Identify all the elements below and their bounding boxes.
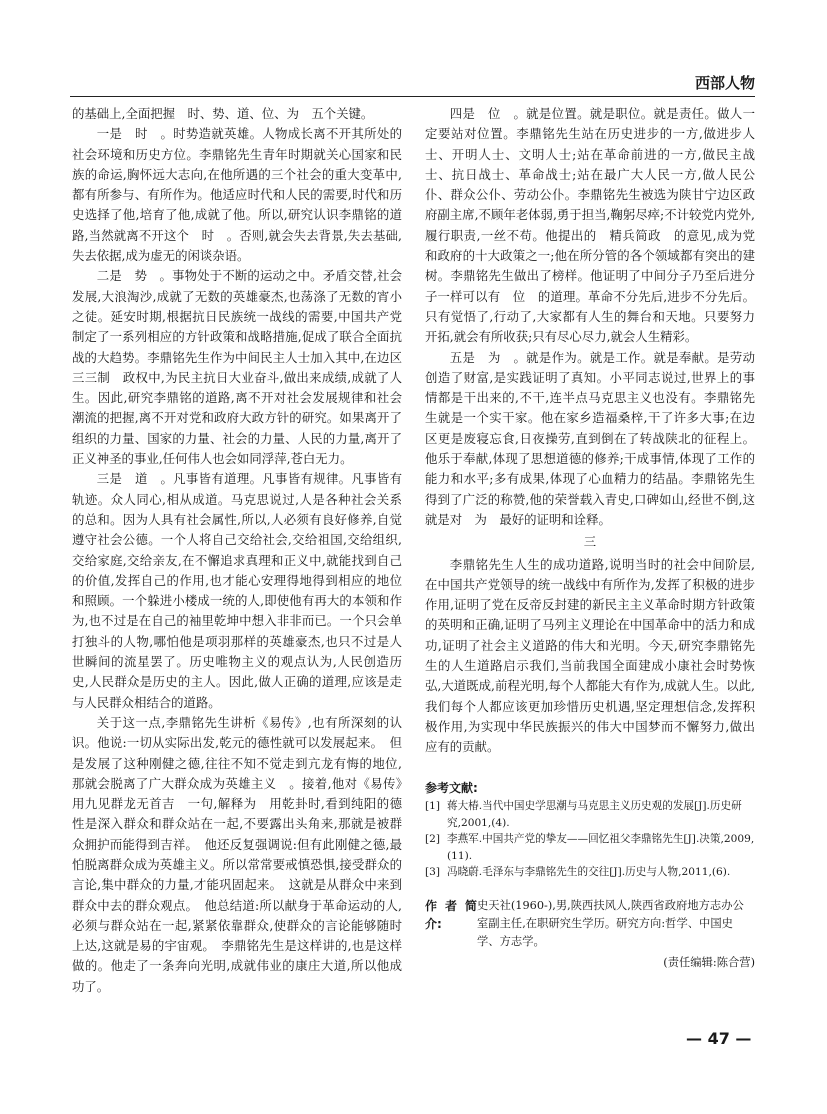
- reference-item: [425, 798, 755, 831]
- author-bio-label: 作者简介:: [425, 898, 477, 931]
- author-bio: [425, 897, 755, 951]
- paragraph: 二是 势 。事物处于不断的运动之中。矛盾交替,社会发展,大浪淘沙,成就了无数的英雄豪杰,也荡涤了无数的宵小之徒。延安时期,根据抗日民族统一战线的需要,中国共产党制定了一系列相应的方针政策和战略措施,促成了联合全面抗战的大趋势。李鼎铭先生作为中间民主人士加入其中,在边区 三三制 政权中,为民主抗日大业奋斗,做出来成绩,成就了人生。因此,研究李鼎铭的道路,离不开对社会发展规律和社会潮流的把握,离不开对党和政府大政方针的研究。如果离开了组织的力量、国家的力量、社会的力量、人民的力量,离开了正义神圣的事业,任何伟人也会如同浮萍,苍白无力。: [72, 268, 415, 467]
- paragraph: 一是 时 。时势造就英雄。人物成长离不开其所处的社会环境和历史方位。李鼎铭先生青年时期就关心国家和民族的命运,胸怀远大志向,在他所遇的三个社会的重大变革中,都有所参与、有所作为。他适应时代和人民的需要,时代和历史选择了他,培育了他,成就了他。所以,研究认识李鼎铭的道路,当然就离不开这个 时 。否则,就会失去背景,失去基础,失去依据,成为虚无的闲谈杂语。: [72, 126, 402, 264]
- paragraph: 李鼎铭先生人生的成功道路,说明当时的社会中间阶层,在中国共产党领导的统一战线中有所作为,发挥了积极的进步作用,证明了党在反帝反封建的新民主主义革命时期方针政策的英明和正确,证明了马列主义理论在中国革命中的活力和成功,证明了社会主义道路的伟大和光明。今天,研究李鼎铭先生的人生道路启示我们,当前我国全面建成小康社会时势恢弘,大道既成,前程光明,每个人都能大有作为,成就人生。以此,我们每个人都应该更加珍惜历史机遇,坚定理想信念,发挥积极作用,为实现中华民族振兴的伟大中国梦而不懈努力,做出应有的贡献。: [425, 556, 755, 755]
- paragraph: 四是 位 。就是位置。就是职位。就是责任。做人一定要站对位置。李鼎铭先生站在历史进步的一方,做进步人士、开明人士、文明人士;站在革命前进的一方,做民主战士、抗日战士、革命战士;站在最广大人民一方,做人民公仆、群众公仆、劳动公仆。李鼎铭先生被选为陕甘宁边区政府副主席,不顾年老体弱,勇于担当,鞠躬尽瘁;不计较党内党外,履行职责,一丝不苟。他提出的 精兵简政 的意见,成为党和政府的十大政策之一;他在所分管的各个领域都有突出的建树。李鼎铭先生做出了榜样。他证明了中间分子乃至后进分子一样可以有 位 的道理。革命不分先后,进步不分先后。只有觉悟了,行动了,大家都有人生的舞台和天地。只要努力开拓,就会有所收获;只有尽心尽力,就会人生精彩。: [425, 106, 755, 345]
- paragraph: 五是 为 。就是作为。就是工作。就是奉献。是劳动创造了财富,是实践证明了真知。小平同志说过,世界上的事情都是干出来的,不干,连半点马克思主义也没有。李鼎铭先生就是一个实干家。他在家乡造福桑梓,干了许多大事;在边区更是废寝忘食,日夜操劳,直到倒在了转战陕北的征程上。他乐于奉献,体现了思想道德的修养;干成事情,体现了工作的能力和水平;多有成果,体现了心血精力的结晶。李鼎铭先生得到了广泛的称赞,他的荣誉载入青史,口碑如山,经世不倒,这就是对 为 最好的证明和诠释。: [425, 349, 755, 527]
- reference-text: 冯晓蔚.毛泽东与李鼎铭先生的交往[J].历史与人物,2011,(6).: [447, 866, 731, 878]
- paragraph: 三是 道 。凡事皆有道理。凡事皆有规律。凡事皆有轨迹。众人同心,相从成道。马克思说过,人是各种社会关系的总和。因为人具有社会属性,所以,人必须有良好修养,自觉遵守社会公德。一个人将自己交给社会,交给祖国,交给组织,交给家庭,交给亲友,在不懈追求真理和正义中,就能找到自己的价值,发挥自己的作用,也才能心安理得地得到相应的地位和照顾。一个躲进小楼成一统的人,即使他有再大的本领和作为,也不过是在自己的袖里乾坤中想入非非而已。一个只会单打独斗的人物,哪怕他是项羽那样的英雄豪杰,也只不过是人世瞬间的流星罢了。历史唯物主义的观点认为,人民创造历史,人民群众是历史的主人。因此,做人正确的道理,应该是走与人民群众相结合的道路。: [72, 471, 402, 710]
- references-title: 参考文献:: [425, 780, 478, 795]
- reference-text: 蒋大椿.当代中国史学思潮与马克思主义历史观的发展[J].历史研究,2001,(4).: [447, 800, 742, 829]
- reference-item: [425, 864, 755, 881]
- references: [425, 780, 755, 881]
- reference-text: 李燕军.中国共产党的挚友——回忆祖父李鼎铭先生[J].决策,2009,(11).: [447, 833, 755, 862]
- left-column: [72, 104, 415, 997]
- section-heading: 三: [583, 534, 597, 550]
- editor-credit: (责任编辑:陈合营): [663, 955, 755, 969]
- right-column: [425, 104, 755, 973]
- reference-item: [425, 831, 755, 864]
- paragraph: 的基础上,全面把握 时、势、道、位、为 五个关键。: [72, 106, 374, 121]
- section-title: 西部人物: [694, 74, 755, 92]
- page-number: — 47 —: [686, 1029, 752, 1048]
- reference-number: [2]: [425, 833, 441, 845]
- author-bio-text: 史天社(1960-),男,陕西扶风人,陕西省政府地方志办公室副主任,在职研究生学历。研究方向:哲学、中国史学、方志学。: [477, 898, 744, 948]
- paragraph: 关于这一点,李鼎铭先生讲析《易传》,也有所深刻的认识。他说:一切从实际出发,乾元的德性就可以发展起来。 但是发展了这种刚健之德,往往不知不觉走到亢龙有悔的地位,那就会脱离了广大群众成为英雄主义 。接着,他对《易传》 用九见群龙无首吉 一句,解释为 用乾卦时,看到纯阳的德性是深入群众和群众站在一起,不要露出头角来,那就是被群众拥护而能得到吉祥。 他还反复强调说:但有此刚健之德,最怕脱离群众成为英雄主义。所以常常要戒慎恐惧,接受群众的言论,集中群众的力量,才能巩固起来。 这就是从群众中来到群众中去的群众观点。 他总结道:所以献身于革命运动的人,必须与群众站在一起,紧紧依靠群众,使群众的言论能够随时上达,这就是易的宇宙观。 李鼎铭先生是这样讲的,也是这样做的。他走了一条奔向光明,成就伟业的康庄大道,所以他成功了。: [72, 714, 415, 994]
- reference-number: [3]: [425, 866, 441, 878]
- page-header: [70, 70, 755, 97]
- reference-number: [1]: [425, 800, 441, 812]
